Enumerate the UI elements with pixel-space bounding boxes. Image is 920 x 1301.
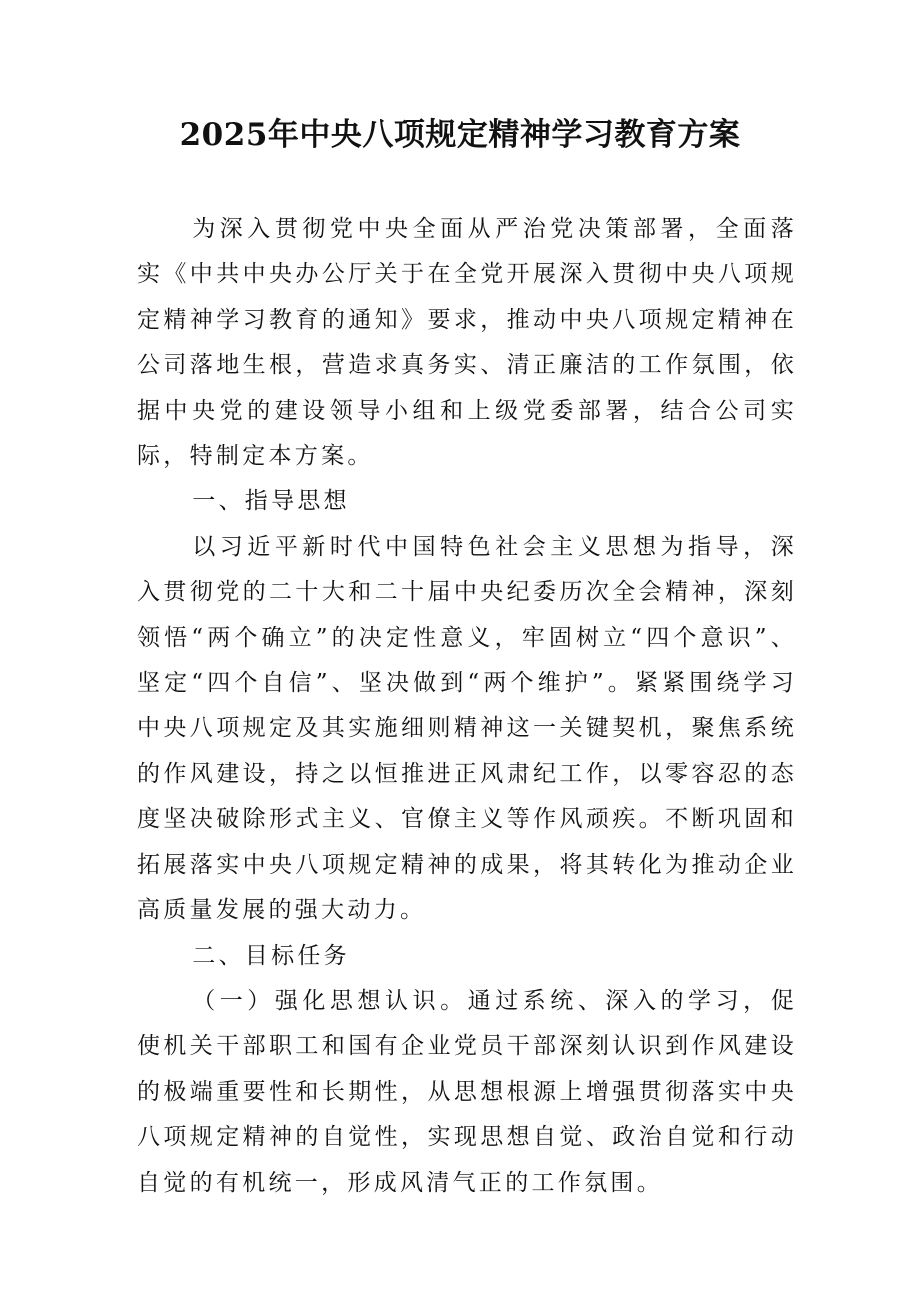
section-heading-guiding-ideology: 一、指导思想: [192, 488, 350, 515]
section-heading-goals-tasks: 二、目标任务: [192, 942, 350, 969]
document-title: 2025年中央八项规定精神学习教育方案: [179, 117, 741, 153]
document-body: [137, 207, 797, 1206]
intro-paragraph: 为深入贯彻党中央全面从严治党决策部署，全面落实《中共中央办公厅关于在全党开展深入贯彻中央八项规定精神学习教育的通知》要求，推动中央八项规定精神在公司落地生根，营造求真务实、清正廉洁的工作氛围，依据中央党的建设领导小组和上级党委部署，结合公司实际，特制定本方案。: [137, 216, 797, 470]
section-paragraph-guiding-ideology: 以习近平新时代中国特色社会主义思想为指导，深入贯彻党的二十大和二十届中央纪委历次全会精神，深刻领悟“两个确立”的决定性意义，牢固树立“四个意识”、坚定“四个自信”、坚决做到“两个维护”。紧紧围绕学习中央八项规定及其实施细则精神这一关键契机，聚焦系统的作风建设，持之以恒推进正风肃纪工作，以零容忍的态度坚决破除形式主义、官僚主义等作风顽疾。不断巩固和拓展落实中央八项规定精神的成果，将其转化为推动企业高质量发展的强大动力。: [137, 533, 797, 924]
section-paragraph-strengthen-awareness: （一）强化思想认识。通过系统、深入的学习，促使机关干部职工和国有企业党员干部深刻认识到作风建设的极端重要性和长期性，从思想根源上增强贯彻落实中央八项规定精神的自觉性，实现思想自觉、政治自觉和行动自觉的有机统一，形成风清气正的工作氛围。: [137, 987, 797, 1196]
